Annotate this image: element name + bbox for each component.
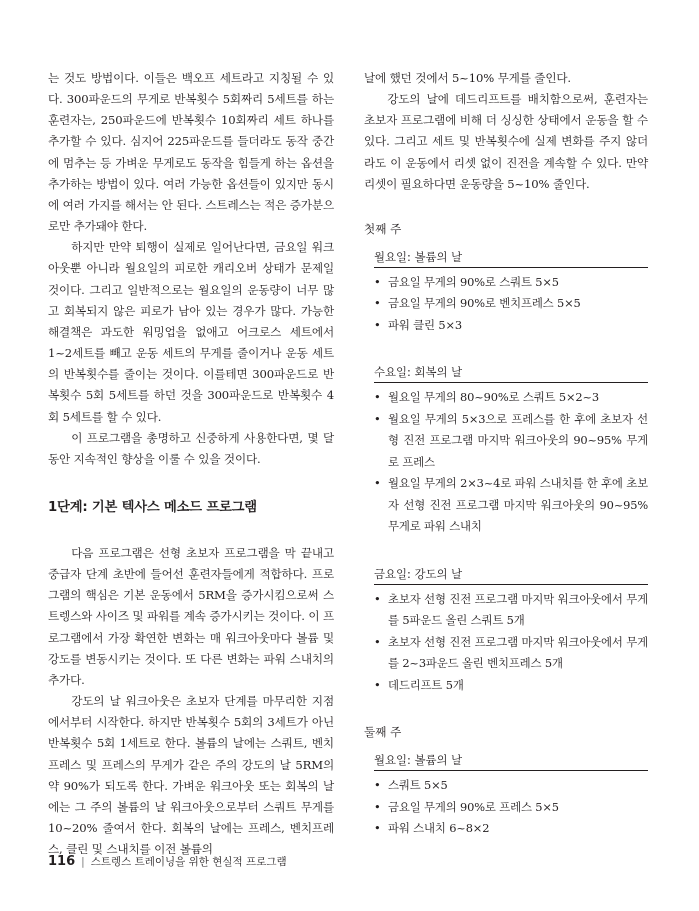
bullet-icon: • xyxy=(374,591,381,606)
page-footer xyxy=(48,850,287,869)
running-title: 스트렝스 트레이닝을 위한 현실적 프로그램 xyxy=(90,856,287,868)
list-item xyxy=(374,818,648,840)
page-number: 116 xyxy=(48,854,76,869)
day-title: 수요일: 회복의 날 xyxy=(374,364,648,383)
list-item-text: 금요일 무게의 90%로 스쿼트 5×5 xyxy=(388,274,559,289)
list-item-text: 스쿼트 5×5 xyxy=(388,778,448,793)
bullet-icon: • xyxy=(374,274,381,289)
body-paragraph: 이 프로그램을 총명하고 신중하게 사용한다면, 몇 달 동안 지속적인 향상을 이룰 수 있을 것이다. xyxy=(48,430,334,466)
bullet-icon: • xyxy=(374,390,381,405)
list-item xyxy=(374,675,648,697)
day-block xyxy=(374,364,648,538)
list-item xyxy=(374,409,648,474)
list-item-text: 초보자 선형 진전 프로그램 마지막 워크아웃에서 무게를 5파운드 올린 스쿼트 5개 xyxy=(388,591,648,628)
left-column xyxy=(48,68,334,860)
exercise-list xyxy=(374,589,648,697)
list-item-text: 월요일 무게의 2×3~4로 파워 스내치를 한 후에 초보자 선형 진전 프로그램 마지막 워크아웃의 90~95% 무게로 파워 스내치 xyxy=(388,476,648,534)
bullet-icon: • xyxy=(374,677,381,692)
exercise-list xyxy=(374,775,648,840)
list-item-text: 파워 스내치 6~8×2 xyxy=(388,821,490,836)
body-paragraph: 날에 했던 것에서 5~10% 무게를 줄인다. xyxy=(364,71,571,85)
body-paragraph: 하지만 만약 퇴행이 실제로 일어난다면, 금요일 워크아웃뿐 아니라 월요일의 피로한 캐리오버 상태가 문제일 것이다. 그리고 일반적으로는 월요일의 운동량이 너무 많고 회복되지 않은 피로가 남아 있는 경우가 많다. 가능한 해결책은 과도한 워밍업을 없애고 어크로스 세트에서 1~2세트를 빼고 운동 세트의 무게를 줄이거나 운동 세트의 반복횟수를 줄이는 것이다. 이를테면 300파운드로 반복횟수 5회 5세트를 하던 것을 300파운드로 반복횟수 4회 5세트를 할 수 있다. xyxy=(48,240,334,424)
exercise-list xyxy=(374,387,648,538)
list-item-text: 금요일 무게의 90%로 프레스 5×5 xyxy=(388,799,559,814)
exercise-list xyxy=(374,272,648,337)
list-item-text: 월요일 무게의 80~90%로 스쿼트 5×2~3 xyxy=(388,390,599,405)
bullet-icon: • xyxy=(374,476,381,491)
list-item xyxy=(374,293,648,315)
list-item-text: 금요일 무게의 90%로 벤치프레스 5×5 xyxy=(388,296,581,311)
bullet-icon: • xyxy=(374,411,381,426)
list-item xyxy=(374,775,648,797)
bullet-icon: • xyxy=(374,296,381,311)
week-title: 첫째 주 xyxy=(364,221,402,236)
footer-separator: | xyxy=(81,856,85,868)
list-item-text: 파워 클린 5×3 xyxy=(388,317,462,332)
body-paragraph: 강도의 날에 데드리프트를 배치함으로써, 훈련자는 초보자 프로그램에 비해 더 싱싱한 상태에서 운동을 할 수 있다. 그리고 세트 및 반복횟수에 실제 변화를 주지 않더라도 이 운동에서 리셋 없이 진전을 계속할 수 있다. 만약 리셋이 필요하다면 운동량을 5~10% 줄인다. xyxy=(364,92,648,191)
list-item xyxy=(374,272,648,294)
bullet-icon: • xyxy=(374,778,381,793)
list-item xyxy=(374,797,648,819)
section-heading: 1단계: 기본 텍사스 메소드 프로그램 xyxy=(48,499,257,515)
list-item-text: 월요일 무게의 5×3으로 프레스를 한 후에 초보자 선형 진전 프로그램 마지막 워크아웃의 90~95% 무게로 프레스 xyxy=(388,411,648,469)
day-block xyxy=(374,249,648,337)
list-item xyxy=(374,473,648,538)
bullet-icon: • xyxy=(374,317,381,332)
day-title: 월요일: 볼륨의 날 xyxy=(374,752,648,771)
week-title: 둘째 주 xyxy=(364,725,402,740)
day-title: 월요일: 볼륨의 날 xyxy=(374,249,648,268)
list-item xyxy=(374,315,648,337)
right-column xyxy=(364,68,648,868)
bullet-icon: • xyxy=(374,799,381,814)
list-item-text: 데드리프트 5개 xyxy=(388,677,464,692)
bullet-icon: • xyxy=(374,821,381,836)
list-item xyxy=(374,387,648,409)
body-paragraph: 는 것도 방법이다. 이들은 백오프 세트라고 지칭될 수 있다. 300파운드의 무게로 반복횟수 5회짜리 5세트를 하는 훈련자는, 250파운드에 반복횟수 10회짜리 세트 하나를 추가할 수 있다. 심지어 225파운드를 들더라도 동작 중간에 멈추는 등 가벼운 무게로도 동작을 힘들게 하는 옵션을 추가하는 방법이 있다. 여러 가능한 옵션들이 있지만 동시에 여러 가지를 해서는 안 된다. 스트레스는 적은 증가분으로만 추가돼야 한다. xyxy=(48,71,334,234)
day-block xyxy=(374,566,648,697)
list-item xyxy=(374,589,648,632)
list-item xyxy=(374,632,648,675)
body-paragraph: 강도의 날 워크아웃은 초보자 단계를 마무리한 지점에서부터 시작한다. 하지만 반복횟수 5회의 3세트가 아닌 반복횟수 5회 1세트로 한다. 볼륨의 날에는 스쿼트, 벤치프레스 및 프레스의 무게가 같은 주의 강도의 날 5RM의 약 90%가 되도록 한다. 가벼운 워크아웃 또는 회복의 날에는 그 주의 볼륨의 날 워크아웃으로부터 스쿼트 무게를 10~20% 줄여서 한다. 회복의 날에는 프레스, 벤치프레스, 클린 및 스내치를 이전 볼륨의 xyxy=(48,694,334,857)
list-item-text: 초보자 선형 진전 프로그램 마지막 워크아웃에서 무게를 2~3파운드 올린 벤치프레스 5개 xyxy=(388,634,648,671)
bullet-icon: • xyxy=(374,634,381,649)
body-paragraph: 다음 프로그램은 선형 초보자 프로그램을 막 끝내고 중급자 단계 초반에 들어선 훈련자들에게 적합하다. 프로그램의 핵심은 기본 운동에서 5RM을 증가시킴으로써 스트렝스와 사이즈 및 파워를 계속 증가시키는 것이다. 이 프로그램에서 가장 확연한 변화는 매 워크아웃마다 볼륨 및 강도를 변동시키는 것이다. 또 다른 변화는 파워 스내치의 추가다. xyxy=(48,545,334,687)
day-block xyxy=(374,752,648,840)
day-title: 금요일: 강도의 날 xyxy=(374,566,648,585)
